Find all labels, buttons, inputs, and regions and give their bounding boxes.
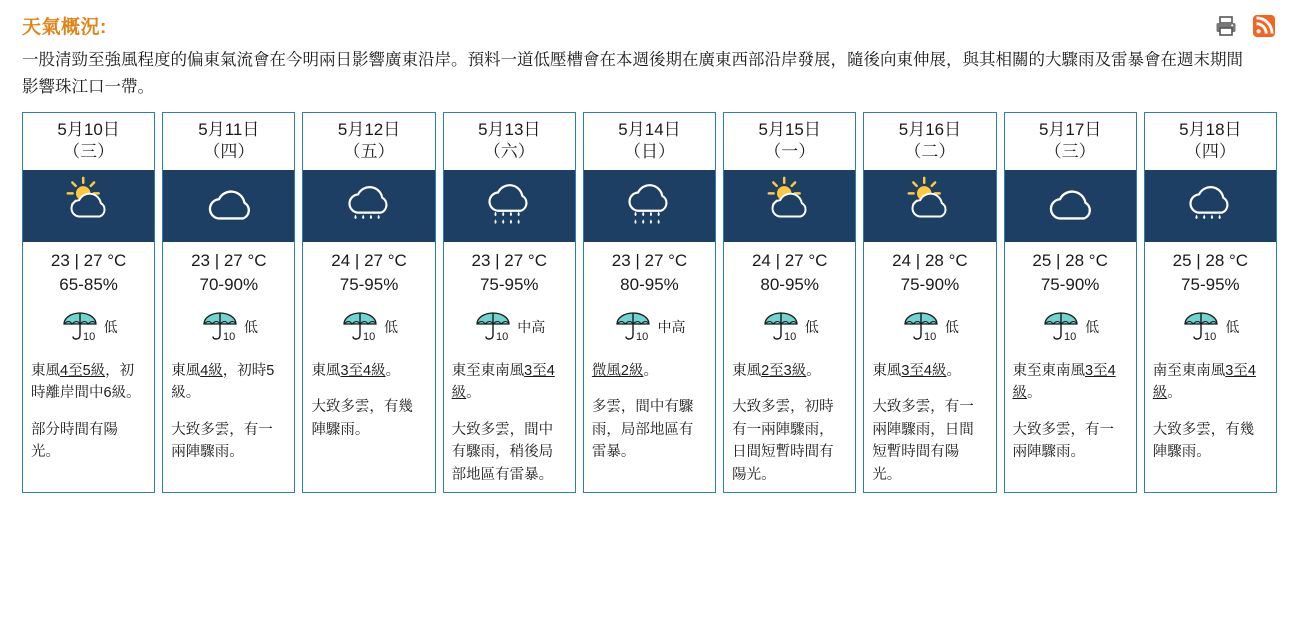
nine-day-forecast <box>0 104 1299 493</box>
svg-text:10: 10 <box>496 330 509 343</box>
wind-description: 東風3至4級。 <box>872 362 961 379</box>
forecast-day-column <box>443 112 576 493</box>
wind-force-link[interactable]: 3至4級 <box>340 362 386 379</box>
page-header <box>0 0 1299 39</box>
column-spacer <box>163 470 294 492</box>
forecast-description <box>444 360 575 492</box>
weather-icon-band <box>584 170 715 242</box>
umbrella-10-icon <box>901 305 941 350</box>
humidity-range: 80-95% <box>620 274 679 294</box>
forecast-date-text: 5月12日 <box>337 120 401 140</box>
forecast-description <box>584 360 715 470</box>
forecast-description <box>864 360 995 492</box>
forecast-date-text: 5月13日 <box>478 120 541 140</box>
rain-probability-label: 低 <box>804 319 819 336</box>
forecast-date-text: 5月11日 <box>198 120 260 140</box>
sky-description: 多雲，間中有驟雨，局部地區有雷暴。 <box>591 399 694 461</box>
humidity-range: 65-85% <box>59 274 118 294</box>
svg-text:10: 10 <box>1204 330 1217 343</box>
wind-description: 南至東南風3至4級。 <box>1152 362 1256 402</box>
weather-icon-band <box>1145 170 1276 242</box>
forecast-date <box>1145 113 1276 170</box>
forecast-row <box>22 112 1277 493</box>
forecast-day-column <box>723 112 856 493</box>
rain-probability-label: 低 <box>384 319 399 336</box>
humidity-range: 75-90% <box>900 274 960 294</box>
column-spacer <box>1145 470 1276 492</box>
svg-text:10: 10 <box>636 330 649 343</box>
svg-text:10: 10 <box>783 330 796 343</box>
sun-behind-cloud-icon <box>58 176 120 235</box>
umbrella-10-icon <box>200 305 240 350</box>
forecast-day-column <box>583 112 716 493</box>
temperature-range: 24 | 27 °C <box>751 250 828 270</box>
forecast-description <box>1145 360 1276 470</box>
umbrella-10-icon <box>761 305 801 350</box>
wind-force-link[interactable]: 2至3級 <box>761 362 807 379</box>
wind-force-link[interactable]: 3至4級 <box>1012 362 1116 402</box>
column-spacer <box>1005 470 1136 492</box>
umbrella-10-icon <box>1181 305 1221 350</box>
svg-text:10: 10 <box>222 330 236 343</box>
wind-description: 東至東南風3至4級。 <box>1012 362 1116 402</box>
rain-probability-label: 中高 <box>517 319 546 336</box>
sky-description: 部分時間有陽光。 <box>31 421 118 461</box>
wind-description: 東風4至5級，初時離岸間中6級。 <box>31 362 141 402</box>
printer-icon[interactable] <box>1213 13 1239 39</box>
forecast-weekday-text: （一） <box>764 142 816 162</box>
forecast-date <box>303 113 434 170</box>
temperature-range: 23 | 27 °C <box>50 250 127 270</box>
rain-probability-row <box>864 303 995 360</box>
rain-probability-row <box>724 303 855 360</box>
forecast-day-column <box>22 112 155 493</box>
forecast-weekday-text: （四） <box>1184 142 1236 162</box>
sky-description: 大致多雲，間中有驟雨，稍後局部地區有雷暴。 <box>451 421 554 483</box>
humidity-range: 80-95% <box>760 274 819 294</box>
weather-icon-band <box>163 170 294 242</box>
humidity-range: 70-90% <box>199 274 259 294</box>
forecast-day-column <box>1004 112 1137 493</box>
forecast-date-text: 5月15日 <box>758 120 821 140</box>
weather-icon-band <box>724 170 855 242</box>
rain-probability-row <box>23 303 154 360</box>
forecast-date <box>444 113 575 170</box>
temperature-range: 24 | 27 °C <box>331 250 407 270</box>
weather-icon-band <box>23 170 154 242</box>
cloud-light-rain-icon <box>338 176 400 235</box>
forecast-day-column <box>162 112 295 493</box>
wind-description: 微風2級。 <box>591 362 658 379</box>
forecast-date <box>163 113 294 170</box>
rain-probability-label: 低 <box>103 319 118 336</box>
sky-description: 大致多雲，初時有一兩陣驟雨，日間短暫時間有陽光。 <box>732 399 834 483</box>
svg-text:10: 10 <box>1064 330 1077 343</box>
weather-overview-text: 一股清勁至強風程度的偏東氣流會在今明兩日影響廣東沿岸。預料一道低壓槽會在本週後期在廣東西部沿岸發展，隨後向東伸展，與其相關的大驟雨及雷暴會在週末期間影響珠江口一帶。 <box>22 51 1243 96</box>
forecast-day-column <box>863 112 996 493</box>
sky-description: 大致多雲，有一兩陣驟雨。 <box>1012 421 1115 461</box>
rain-probability-row <box>1005 303 1136 360</box>
sky-description: 大致多雲，有幾陣驟雨。 <box>311 399 413 438</box>
umbrella-10-icon <box>613 305 653 350</box>
wind-description: 東至東南風3至4級。 <box>451 362 555 402</box>
wind-force-link[interactable]: 4至5級 <box>60 362 106 379</box>
forecast-date <box>1005 113 1136 170</box>
wind-description: 東風4級，初時5級。 <box>171 362 275 402</box>
rain-probability-label: 中高 <box>657 319 686 336</box>
forecast-weekday-text: （三） <box>1044 142 1096 162</box>
cloud-icon <box>1039 176 1101 235</box>
rain-probability-label: 低 <box>243 319 258 336</box>
svg-text:10: 10 <box>82 330 95 343</box>
umbrella-10-icon <box>473 305 513 350</box>
cloud-rain-icon <box>478 176 540 235</box>
forecast-weekday-text: （三） <box>63 142 115 162</box>
forecast-weekday-text: （六） <box>483 142 535 162</box>
sky-description: 大致多雲，有幾陣驟雨。 <box>1152 421 1255 461</box>
temperature-range: 23 | 27 °C <box>191 250 267 270</box>
page-title: 天氣概況: <box>22 17 107 38</box>
weather-icon-band <box>864 170 995 242</box>
forecast-description <box>303 360 434 447</box>
forecast-weekday-text: （五） <box>343 142 395 162</box>
header-actions <box>1213 13 1277 39</box>
weather-icon-band <box>303 170 434 242</box>
forecast-date-text: 5月18日 <box>1179 120 1242 140</box>
sky-description: 大致多雲，有一兩陣驟雨，日間短暫時間有陽光。 <box>872 399 974 483</box>
sky-description: 大致多雲，有一兩陣驟雨。 <box>171 421 273 461</box>
wind-force-link[interactable]: 3至4級 <box>451 362 555 402</box>
rain-probability-label: 低 <box>1085 319 1100 336</box>
forecast-day-column <box>1144 112 1277 493</box>
temperature-range: 23 | 27 °C <box>611 250 688 270</box>
temperature-range: 25 | 28 °C <box>1172 250 1249 270</box>
wind-force-link[interactable]: 3至4級 <box>1152 362 1256 402</box>
forecast-weekday-text: （四） <box>203 142 255 162</box>
rain-probability-row <box>303 303 434 360</box>
humidity-range: 75-95% <box>1181 274 1240 294</box>
forecast-date-text: 5月10日 <box>57 120 120 140</box>
wind-force-link[interactable]: 3至4級 <box>901 362 947 379</box>
forecast-day-column <box>302 112 435 493</box>
rain-probability-row <box>584 303 715 360</box>
rain-probability-row <box>163 303 294 360</box>
temperature-range: 25 | 28 °C <box>1032 250 1108 270</box>
column-spacer <box>584 470 715 492</box>
rain-probability-row <box>444 303 575 360</box>
wind-description: 東風3至4級。 <box>311 362 401 379</box>
temperature-range: 24 | 28 °C <box>892 250 968 270</box>
forecast-weekday-text: （二） <box>904 142 956 162</box>
umbrella-10-icon <box>340 305 380 350</box>
forecast-date-text: 5月14日 <box>618 120 681 140</box>
forecast-description <box>1005 360 1136 470</box>
wind-force-link[interactable]: 微風2級 <box>591 362 644 379</box>
forecast-description <box>724 360 855 492</box>
rain-probability-label: 低 <box>1225 319 1240 336</box>
svg-text:10: 10 <box>923 330 937 343</box>
forecast-description <box>23 360 154 470</box>
forecast-date <box>584 113 715 170</box>
forecast-date-text: 5月16日 <box>898 120 962 140</box>
wind-description: 東風2至3級。 <box>732 362 821 379</box>
cloud-light-rain-icon <box>1179 176 1241 235</box>
temperature-range: 23 | 27 °C <box>471 250 547 270</box>
forecast-date-text: 5月17日 <box>1038 120 1102 140</box>
weather-icon-band <box>1005 170 1136 242</box>
forecast-date <box>724 113 855 170</box>
sun-behind-cloud-icon <box>899 176 961 235</box>
forecast-date <box>864 113 995 170</box>
forecast-date <box>23 113 154 170</box>
wind-force-link[interactable]: 4級 <box>200 362 223 379</box>
humidity-range: 75-95% <box>479 274 539 294</box>
humidity-range: 75-95% <box>339 274 399 294</box>
forecast-weekday-text: （日） <box>623 142 675 162</box>
rss-icon[interactable] <box>1251 13 1277 39</box>
weather-icon-band <box>444 170 575 242</box>
column-spacer <box>303 447 434 492</box>
rain-probability-label: 低 <box>944 319 959 336</box>
column-spacer <box>23 470 154 492</box>
svg-text:10: 10 <box>363 330 376 343</box>
forecast-description <box>163 360 294 470</box>
umbrella-10-icon <box>1041 305 1081 350</box>
rain-probability-row <box>1145 303 1276 360</box>
umbrella-10-icon <box>60 305 100 350</box>
sun-behind-cloud-icon <box>759 176 821 235</box>
humidity-range: 75-90% <box>1040 274 1100 294</box>
cloud-rain-icon <box>618 176 680 235</box>
cloud-icon <box>198 176 260 235</box>
